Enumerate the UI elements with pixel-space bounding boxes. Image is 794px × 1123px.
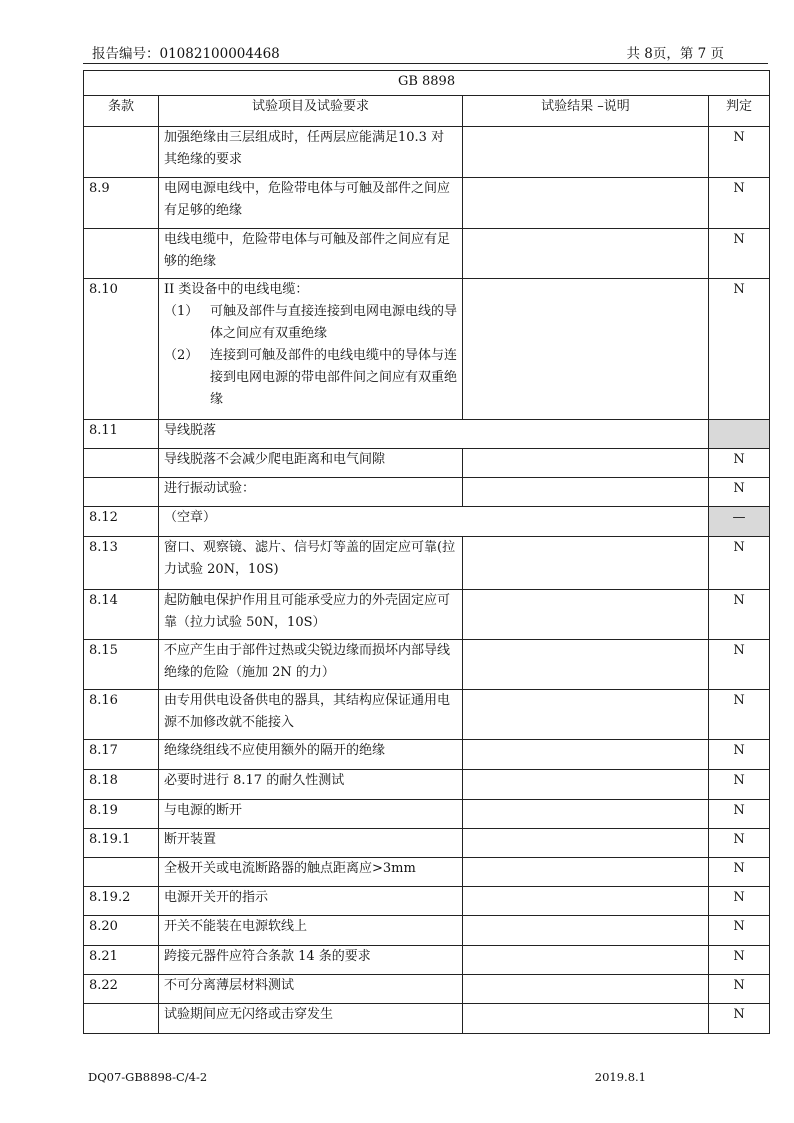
requirement-cell: 不应产生由于部件过热或尖锐边缘而损坏内部导线绝缘的危险（施加 2N 的力） <box>159 640 463 690</box>
col-header-clause: 条款 <box>84 96 159 127</box>
clause-cell: 8.21 <box>84 946 159 975</box>
table-row <box>84 478 770 507</box>
table-row <box>84 229 770 279</box>
sub-item <box>164 301 457 345</box>
result-cell <box>463 829 709 858</box>
requirement-cell: 跨接元器件应符合条款 14 条的要求 <box>159 946 463 975</box>
clause-cell <box>84 127 159 178</box>
result-cell <box>463 740 709 770</box>
table-row <box>84 975 770 1004</box>
result-cell <box>463 537 709 590</box>
clause-cell: 8.10 <box>84 279 159 420</box>
verdict-cell <box>709 420 770 449</box>
column-header-row <box>84 96 770 127</box>
requirement-cell: 全极开关或电流断路器的触点距离应>3mm <box>159 858 463 887</box>
table-row <box>84 507 770 537</box>
table-row <box>84 420 770 449</box>
requirement-cell: 导线脱落不会减少爬电距离和电气间隙 <box>159 449 463 478</box>
table-row <box>84 829 770 858</box>
requirement-cell: 进行振动试验： <box>159 478 463 507</box>
table-row <box>84 690 770 740</box>
sub-item <box>164 345 457 411</box>
result-cell <box>463 178 709 229</box>
verdict-cell: N <box>709 279 770 420</box>
requirement-cell: 起防触电保护作用且可能承受应力的外壳固定应可靠（拉力试验 50N，10S） <box>159 590 463 640</box>
result-cell <box>463 916 709 946</box>
verdict-cell: N <box>709 887 770 916</box>
result-cell <box>463 800 709 829</box>
verdict-cell: — <box>709 507 770 537</box>
table-row <box>84 537 770 590</box>
requirement-cell: 由专用供电设备供电的器具，其结构应保证通用电源不加修改就不能接入 <box>159 690 463 740</box>
sub-item-number: （2） <box>164 348 199 363</box>
table-row <box>84 449 770 478</box>
header-divider <box>83 63 768 64</box>
requirement-cell: 导线脱落 <box>159 420 709 449</box>
clause-cell: 8.13 <box>84 537 159 590</box>
requirement-cell <box>159 279 463 420</box>
result-cell <box>463 478 709 507</box>
clause-cell: 8.20 <box>84 916 159 946</box>
requirement-cell: 绝缘绕组线不应使用额外的隔开的绝缘 <box>159 740 463 770</box>
test-table <box>83 70 770 1034</box>
requirement-cell: 与电源的断开 <box>159 800 463 829</box>
result-cell <box>463 590 709 640</box>
verdict-cell: N <box>709 975 770 1004</box>
col-header-requirement: 试验项目及试验要求 <box>159 96 463 127</box>
col-header-result: 试验结果 –说明 <box>463 96 709 127</box>
report-number: 报告编号：01082100004468 <box>92 46 280 62</box>
clause-cell: 8.12 <box>84 507 159 537</box>
verdict-cell: N <box>709 800 770 829</box>
requirement-cell: 窗口、观察镜、滤片、信号灯等盖的固定应可靠(拉力试验 20N，10S) <box>159 537 463 590</box>
verdict-cell: N <box>709 640 770 690</box>
requirement-text: II 类设备中的电线电缆： <box>164 282 309 297</box>
standard-row <box>84 71 770 96</box>
form-date: 2019.8.1 <box>594 1070 646 1084</box>
clause-cell <box>84 478 159 507</box>
verdict-cell: N <box>709 829 770 858</box>
verdict-cell: N <box>709 946 770 975</box>
clause-cell: 8.11 <box>84 420 159 449</box>
requirement-cell: 开关不能装在电源软线上 <box>159 916 463 946</box>
verdict-cell: N <box>709 537 770 590</box>
table-row <box>84 770 770 800</box>
col-header-verdict: 判定 <box>709 96 770 127</box>
sub-item-text: 连接到可触及部件的电线电缆中的导体与连接到电网电源的带电部件间之间应有双重绝缘 <box>210 348 458 407</box>
clause-cell <box>84 1004 159 1034</box>
clause-cell: 8.9 <box>84 178 159 229</box>
result-cell <box>463 1004 709 1034</box>
form-code: DQ07-GB8898-C/4-2 <box>88 1070 208 1084</box>
result-cell <box>463 229 709 279</box>
requirement-cell: 加强绝缘由三层组成时，任两层应能满足10.3 对其绝缘的要求 <box>159 127 463 178</box>
clause-cell: 8.15 <box>84 640 159 690</box>
table-row <box>84 590 770 640</box>
sub-item-number: （1） <box>164 304 199 319</box>
clause-cell: 8.14 <box>84 590 159 640</box>
clause-cell: 8.16 <box>84 690 159 740</box>
table-row <box>84 887 770 916</box>
table-row <box>84 916 770 946</box>
table-row <box>84 800 770 829</box>
clause-cell <box>84 449 159 478</box>
result-cell <box>463 946 709 975</box>
table-row <box>84 279 770 420</box>
clause-cell: 8.19.2 <box>84 887 159 916</box>
verdict-cell: N <box>709 449 770 478</box>
standard-name: GB 8898 <box>84 71 770 96</box>
table-row <box>84 740 770 770</box>
verdict-cell: N <box>709 178 770 229</box>
verdict-cell: N <box>709 229 770 279</box>
verdict-cell: N <box>709 478 770 507</box>
result-cell <box>463 640 709 690</box>
verdict-cell: N <box>709 858 770 887</box>
result-cell <box>463 858 709 887</box>
clause-cell: 8.18 <box>84 770 159 800</box>
table-row <box>84 1004 770 1034</box>
sub-item-text: 可触及部件与直接连接到电网电源电线的导体之间应有双重绝缘 <box>210 304 458 341</box>
result-cell <box>463 449 709 478</box>
verdict-cell: N <box>709 1004 770 1034</box>
clause-cell: 8.22 <box>84 975 159 1004</box>
requirement-cell: 必要时进行 8.17 的耐久性测试 <box>159 770 463 800</box>
verdict-cell: N <box>709 690 770 740</box>
clause-cell: 8.19 <box>84 800 159 829</box>
requirement-cell: （空章） <box>159 507 709 537</box>
result-cell <box>463 127 709 178</box>
requirement-cell: 电线电缆中，危险带电体与可触及部件之间应有足够的绝缘 <box>159 229 463 279</box>
requirement-cell: 断开装置 <box>159 829 463 858</box>
requirement-cell: 电源开关开的指示 <box>159 887 463 916</box>
result-cell <box>463 770 709 800</box>
clause-cell: 8.17 <box>84 740 159 770</box>
requirement-cell: 试验期间应无闪络或击穿发生 <box>159 1004 463 1034</box>
clause-cell: 8.19.1 <box>84 829 159 858</box>
result-cell <box>463 690 709 740</box>
verdict-cell: N <box>709 127 770 178</box>
result-cell <box>463 887 709 916</box>
clause-cell <box>84 229 159 279</box>
table-row <box>84 178 770 229</box>
table-row <box>84 640 770 690</box>
requirement-cell: 不可分离薄层材料测试 <box>159 975 463 1004</box>
table-row <box>84 858 770 887</box>
result-cell <box>463 975 709 1004</box>
page-info: 共 8页，第 7 页 <box>626 46 724 62</box>
clause-cell <box>84 858 159 887</box>
result-cell <box>463 279 709 420</box>
verdict-cell: N <box>709 916 770 946</box>
verdict-cell: N <box>709 770 770 800</box>
table-row <box>84 946 770 975</box>
verdict-cell: N <box>709 590 770 640</box>
requirement-cell: 电网电源电线中，危险带电体与可触及部件之间应有足够的绝缘 <box>159 178 463 229</box>
verdict-cell: N <box>709 740 770 770</box>
table-row <box>84 127 770 178</box>
